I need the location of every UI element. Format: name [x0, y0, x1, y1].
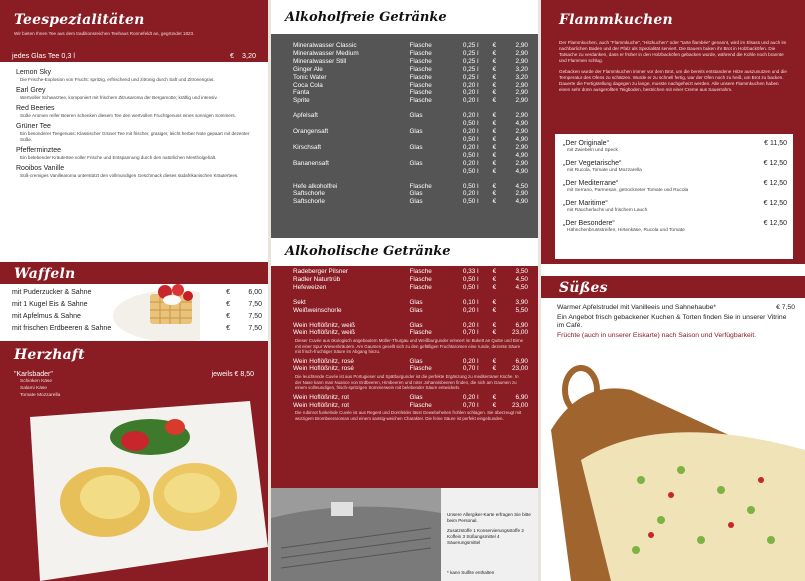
flammkuchen-item	[563, 220, 787, 234]
waffel-price: 7,50	[248, 313, 262, 320]
waffel-item	[12, 287, 262, 299]
flammkuchen-intro-2: Gebacken wurde der Flammkuchen immer vor dem Brot, um die bereits entstandene Hitze auszunutzen und die Temperatur des Ofens zu schätzen. Wurde er zu schnell fertig, war der Ofen noch zu heiß, um Brot zu backen. Dauerte die Fertigstellung dagegen zu lange, musste nachgeheizt werden. Alle unsere Flammkuchen haben einen sehr dünn ausgerollten Teigboden, bestrichen mit einer Creme aus Sauerrahm.	[559, 69, 787, 92]
drink-volume: 0,20 l	[462, 143, 479, 151]
drink-volume: 0,20 l	[462, 97, 479, 105]
nonalcoholic-item	[271, 160, 538, 168]
drink-volume: 0,50 l	[462, 151, 479, 159]
tea-description: Die Frische-Explosion von Frucht: spritzig, erfrischend und zitronig durch Saft und Zitronengras.	[20, 77, 215, 82]
drink-euro: €	[492, 298, 497, 306]
drink-container: Flasche	[409, 268, 432, 275]
drink-container: Glas	[409, 112, 423, 120]
drink-volume: 0,25 l	[462, 57, 479, 65]
drink-container: Glas	[409, 198, 423, 206]
flammkuchen-price: € 11,50	[764, 140, 787, 147]
drink-volume: 0,20 l	[462, 81, 479, 89]
drink-name: Wein Hoflößnitz, rosé	[293, 357, 354, 365]
herzhaft-sub-1: Schinken Käse	[20, 379, 52, 384]
drink-volume: 0,20 l	[462, 89, 479, 97]
drink-euro: €	[492, 401, 497, 409]
flammkuchen-item	[563, 160, 787, 174]
drink-container	[409, 120, 443, 128]
drink-price: 4,50	[515, 275, 528, 283]
drink-euro: €	[492, 135, 497, 143]
tea-item	[16, 146, 258, 161]
drink-name: Apfelsaft	[293, 112, 318, 120]
drink-price: 2,90	[515, 97, 528, 105]
drink-price: 2,90	[515, 81, 528, 89]
tea-description: Wertvoller Schwarztee, komponiert mit frischem Zitrusaroma der Bergamotte; kräftig und intensiv.	[20, 95, 218, 100]
herzhaft-sub-2: Salami Käse	[20, 386, 47, 391]
suesses-name: Warmer Apfelstrudel mit Vanilleeis und Sahnehaube*	[557, 304, 717, 311]
drink-container	[409, 152, 443, 160]
suesses-item	[557, 314, 795, 330]
drink-name: Sprite	[293, 97, 310, 105]
drink-container: Glas	[409, 357, 423, 365]
drink-name: Wein Hoflößnitz, rot	[293, 401, 349, 409]
tea-item	[16, 68, 258, 83]
drink-container: Glas	[409, 393, 423, 401]
drink-volume: 0,20 l	[462, 306, 479, 314]
drink-container: Flasche	[409, 57, 432, 65]
drink-volume: 0,20 l	[462, 159, 479, 167]
drink-volume: 0,50 l	[462, 182, 479, 190]
alcoholic-item	[271, 299, 538, 307]
alcoholic-item	[271, 358, 538, 366]
drink-container: Flasche	[409, 365, 432, 373]
karlsbader-photo	[0, 397, 268, 581]
waffel-name: mit Puderzucker & Sahne	[12, 289, 92, 296]
herzhaft-item-name: "Karlsbader"	[14, 371, 53, 378]
middle-panel	[271, 0, 538, 581]
drink-name: Sekt	[293, 298, 306, 306]
drink-euro: €	[492, 198, 497, 206]
drink-name: Hefe alkoholfrei	[293, 182, 338, 190]
drink-euro: €	[492, 159, 497, 167]
drink-price: 5,50	[515, 306, 528, 314]
suesses-item	[557, 304, 795, 312]
drink-name	[293, 152, 409, 160]
drink-price: 3,50	[515, 268, 528, 275]
flammkuchen-photo	[541, 350, 805, 581]
drink-price: 3,20	[515, 73, 528, 81]
waffel-euro: €	[226, 313, 230, 320]
flammkuchen-intro-1: Der Flammkuchen, auch "Flammkuche", "Hitzkuchen" oder "tarte flambée" genannt, wird im Elsass und auch im nachbarlichen Baden und der Pfalz als Spezialität serviert. Die Bauern buken ihr Brot in Holzbacköfen. Die Tatsache zu verdanken, dass er früher in den Holzbacköfen gebacken wurde, während die Kohle noch brannte und Flammen schlug.	[559, 40, 787, 63]
drink-name: Radeberger Pilsner	[293, 268, 349, 275]
suesses-title: Süßes	[559, 280, 608, 296]
drink-name: Saftschorle	[293, 198, 325, 206]
waffel-item	[12, 299, 262, 311]
alcoholic-item	[271, 329, 538, 337]
drink-name: Saftschorle	[293, 190, 325, 198]
nonalcoholic-item	[271, 74, 538, 82]
flammkuchen-description: mit Serrano, Parmesan, getrockneter Tomate und Rucola	[567, 188, 689, 193]
drink-euro: €	[492, 49, 497, 57]
tea-name: Earl Grey	[16, 87, 46, 94]
allergy-caption: Unsere Allergiker-Karte erfragen Sie bitte beim Personal.	[447, 512, 531, 523]
drink-container: Glas	[409, 190, 423, 198]
wine-description: Dieser Cuvée aus ökologisch angebautem Müller-Thurgau und Weißburgunder erinnert im Bukett an Quitte und Birne mit einer Spur Wiesenkräutern. Am Gaumen gesellt sich zu den gefälligen Fruchtaromen eine runde, dezente Säure mit frisch-fruchtiger Säure im Abgang hinzu.	[295, 338, 524, 355]
alcoholic-list	[271, 268, 538, 424]
tea-list	[0, 68, 268, 182]
flammkuchen-description: mit Rucola, Tomate und Mozzarella	[567, 168, 642, 173]
herzhaft-section	[0, 341, 268, 581]
suesses-price: € 7,50	[776, 304, 795, 311]
drink-price: 23,00	[512, 329, 528, 337]
drink-volume: 0,25 l	[462, 65, 479, 73]
drink-name: Hefeweizen	[293, 283, 327, 291]
drink-price: 6,90	[515, 321, 528, 329]
additives-caption: Zusatzstoffe 1 Konservierungsstoffe 2 Koffein 3 Süßungsmittel 4 Säuerungsmittel	[447, 528, 524, 545]
drink-euro: €	[492, 182, 497, 190]
drink-container: Glas	[409, 306, 423, 314]
drink-price: 4,50	[515, 182, 528, 190]
drink-container: Flasche	[409, 97, 432, 105]
drink-volume: 0,20 l	[462, 128, 479, 136]
drink-price: 4,90	[515, 198, 528, 206]
drink-euro: €	[492, 365, 497, 373]
drink-volume: 0,50 l	[462, 120, 479, 128]
waffeln-list	[12, 287, 262, 335]
suesses-name: Früchte (auch in unserer Eiskarte) nach Saison und Verfügbarkeit.	[557, 332, 757, 339]
alcoholic-item	[271, 276, 538, 284]
flammkuchen-item	[563, 200, 787, 214]
waffel-price: 7,50	[248, 301, 262, 308]
drink-euro: €	[492, 306, 497, 314]
flammkuchen-description: Hähnchenbruststreifen, Hirtenkäse, Rucola und Tomate	[567, 228, 685, 233]
drink-euro: €	[492, 97, 497, 105]
drink-name: Wein Hoflößnitz, weiß	[293, 321, 356, 329]
drink-price: 4,90	[515, 167, 528, 175]
flammkuchen-item	[563, 180, 787, 194]
drink-name	[293, 136, 409, 144]
drink-price: 23,00	[512, 365, 528, 373]
drink-volume: 0,20 l	[462, 321, 479, 329]
drink-volume: 0,20 l	[462, 112, 479, 120]
drink-euro: €	[492, 112, 497, 120]
drink-price: 23,00	[512, 401, 528, 409]
tea-name: Red Beeries	[16, 105, 55, 112]
nonalcoholic-item	[271, 112, 538, 120]
nonalcoholic-item	[271, 168, 538, 176]
drink-volume: 0,20 l	[462, 357, 479, 365]
nonalcoholic-list	[271, 42, 538, 206]
nonalcoholic-title: Alkoholfreie Getränke	[285, 10, 447, 25]
nonalcoholic-item	[271, 198, 538, 206]
drink-container: Flasche	[409, 73, 432, 81]
suesses-section	[541, 276, 805, 342]
tea-description: Süß-cremiges Vanillearoma unterstützt den vollmundigen Geschmack dieses südafrikanischen Kräutertees.	[20, 173, 239, 178]
nonalcoholic-item	[271, 82, 538, 90]
drink-container: Flasche	[409, 401, 432, 409]
flammkuchen-description: mit Zwiebeln und Speck	[567, 148, 618, 153]
drink-container: Flasche	[409, 275, 432, 283]
nonalcoholic-item	[271, 66, 538, 74]
spacer	[271, 105, 538, 112]
drink-euro: €	[492, 329, 497, 337]
wine-description: Die rubinrot funkelnde Cuvée ist aus Regent und Dornfelder lässt Gewebeheiten frohlen schlagen. Sie überzeugt mit würzigem Brombeeraroman und einem samtig-weichen Charakter. Die feine Säure ist perfekt eingebunden.	[295, 410, 522, 421]
waffel-euro: €	[226, 325, 230, 332]
drink-price: 4,90	[515, 120, 528, 128]
right-panel	[541, 0, 805, 581]
alcoholic-item	[271, 284, 538, 292]
tea-description: Ein belebender Kräutertee voller Frische und Entspannung durch den natürlichen Mentholgehalt.	[20, 155, 217, 160]
drink-name: Coca Cola	[293, 81, 323, 89]
flammkuchen-item	[563, 140, 787, 154]
tea-glass-label: jedes Glas Tee 0,3 l	[12, 50, 75, 60]
nonalcoholic-item	[271, 50, 538, 58]
drink-euro: €	[492, 65, 497, 73]
nonalcoholic-item	[271, 144, 538, 152]
nonalcoholic-item	[271, 128, 538, 136]
drink-price: 3,90	[515, 298, 528, 306]
drink-price: 4,90	[515, 135, 528, 143]
drink-container: Flasche	[409, 49, 432, 57]
left-panel	[0, 0, 268, 581]
waffel-item	[12, 323, 262, 335]
drink-price: 2,90	[515, 42, 528, 49]
drink-euro: €	[492, 275, 497, 283]
drink-volume: 0,10 l	[462, 298, 479, 306]
waffel-euro: €	[226, 289, 230, 296]
drink-price: 2,90	[515, 159, 528, 167]
alcoholic-item	[271, 402, 538, 410]
drink-price: 2,90	[515, 89, 528, 97]
sulfite-note: * kann Sulfite enthalten	[447, 570, 495, 575]
herzhaft-items	[14, 371, 254, 399]
tea-description: Ein besonderer Teegenuss: Klassischer Grüner Tee mit frischer, grasiger, leicht herber Note gepaart mit dezenter Süße.	[20, 131, 250, 142]
drink-volume: 0,50 l	[462, 135, 479, 143]
flammkuchen-section	[541, 0, 805, 264]
drink-volume: 0,70 l	[462, 401, 479, 409]
drink-volume: 0,50 l	[462, 167, 479, 175]
drink-euro: €	[492, 393, 497, 401]
wine-description: Die leuchtende Cuvée ist aus Portugieser und Spätburgunder ist die perfekte Ergänzung zu mediterraner Küche. In der Nase kann man Nuance von Erdbeeren, Himbeeren und roter Johannisbeeren finden, die sich am Gaumen zu einem vollmundigen, frisch-spritzigen Sommerwein mit belebender Säure entwickeln.	[295, 374, 519, 391]
drink-volume: 0,20 l	[462, 393, 479, 401]
flammkuchen-title: Flammkuchen	[559, 12, 673, 28]
tea-glass-price: 3,20	[242, 50, 256, 60]
suesses-list	[541, 298, 805, 340]
drink-name: Tonic Water	[293, 73, 327, 81]
flammkuchen-price: € 12,50	[763, 220, 787, 227]
drink-price: 2,90	[515, 57, 528, 65]
nonalcoholic-item	[271, 42, 538, 50]
drink-euro: €	[492, 42, 497, 49]
waffel-price: 6,00	[248, 289, 262, 296]
drink-name: Wein Hoflößnitz, rot	[293, 393, 349, 401]
tea-name: Lemon Sky	[16, 69, 52, 76]
drink-container: Glas	[409, 298, 423, 306]
nonalcoholic-section	[271, 0, 538, 238]
drink-container: Flasche	[409, 182, 432, 190]
tea-item	[16, 122, 258, 143]
nonalcoholic-item	[271, 183, 538, 191]
drink-volume: 0,33 l	[462, 268, 479, 275]
tea-subtitle: Wir bieten Ihnen Tee aus dem traditionsreichen Teehaus Ronnefeldt an, gegründet 1823.	[14, 31, 195, 36]
suesses-name: Ein Angebot frisch gebackener Kuchen & Torten finden Sie in unserer Vitrine im Café.	[557, 314, 787, 329]
spacer	[271, 176, 538, 183]
drink-container	[409, 168, 443, 176]
nonalcoholic-item	[271, 89, 538, 97]
drink-container: Glas	[409, 143, 423, 151]
tea-glass-price-row	[0, 48, 268, 62]
drink-euro: €	[492, 151, 497, 159]
drink-name: Bananensaft	[293, 159, 329, 167]
drink-name: Ginger Ale	[293, 65, 323, 73]
drink-name: Orangensaft	[293, 128, 329, 136]
spacer	[271, 292, 538, 299]
herzhaft-sub-3: Tomate Mozzarella	[20, 393, 61, 398]
herzhaft-title: Herzhaft	[14, 347, 85, 363]
drink-name: Kirschsaft	[293, 143, 322, 151]
waffel-name: mit 1 Kugel Eis & Sahne	[12, 301, 88, 308]
drink-price: 2,90	[515, 112, 528, 120]
nonalcoholic-item	[271, 136, 538, 144]
drink-volume: 0,50 l	[462, 275, 479, 283]
drink-container: Glas	[409, 321, 423, 329]
drink-euro: €	[492, 128, 497, 136]
drink-price: 2,90	[515, 128, 528, 136]
drink-name: Wein Hoflößnitz, rosé	[293, 365, 354, 373]
drink-name: Weißweinschorle	[293, 306, 342, 314]
drink-euro: €	[492, 89, 497, 97]
tea-name: Rooibos Vanille	[16, 165, 65, 172]
spacer	[271, 315, 538, 322]
tea-item	[16, 86, 258, 101]
drink-container: Flasche	[409, 65, 432, 73]
drink-euro: €	[492, 120, 497, 128]
alcoholic-item	[271, 394, 538, 402]
drink-euro: €	[492, 81, 497, 89]
waffel-euro: €	[226, 301, 230, 308]
tea-glass-euro: €	[230, 50, 234, 60]
drink-name	[293, 168, 409, 176]
drink-euro: €	[492, 143, 497, 151]
herzhaft-item-price: jeweils € 8,50	[211, 371, 254, 378]
flammkuchen-name: „Der Vegetarische“	[563, 160, 622, 167]
drink-price: 6,90	[515, 393, 528, 401]
flammkuchen-description: mit Räucherlachs und frischem Lauch	[567, 208, 648, 213]
flammkuchen-name: „Der Originale“	[563, 140, 609, 147]
nonalcoholic-item	[271, 120, 538, 128]
alcoholic-item	[271, 365, 538, 373]
drink-name: Mineralwasser Classic	[293, 42, 357, 49]
drink-container: Flasche	[409, 81, 432, 89]
drink-volume: 0,25 l	[462, 49, 479, 57]
nonalcoholic-item	[271, 190, 538, 198]
nonalcoholic-item	[271, 152, 538, 160]
drink-price: 4,50	[515, 283, 528, 291]
drink-euro: €	[492, 57, 497, 65]
drink-price: 2,90	[515, 49, 528, 57]
tea-title: Teespezialitäten	[14, 12, 145, 28]
drink-volume: 0,20 l	[462, 190, 479, 198]
flammkuchen-name: „Der Mediterrane“	[563, 180, 619, 187]
alcoholic-item	[271, 268, 538, 276]
waffel-price: 7,50	[248, 325, 262, 332]
drink-container: Flasche	[409, 89, 432, 97]
drink-name: Wein Hoflößnitz, weiß	[293, 329, 356, 337]
drink-price: 3,20	[515, 65, 528, 73]
waffel-item	[12, 311, 262, 323]
flammkuchen-name: „Der Maritime“	[563, 200, 608, 207]
drink-volume: 0,25 l	[462, 42, 479, 49]
waffel-name: mit Apfelmus & Sahne	[12, 313, 81, 320]
waffel-name: mit frischen Erdbeeren & Sahne	[12, 325, 112, 332]
tea-name: Pfefferminztee	[16, 147, 62, 154]
drink-euro: €	[492, 321, 497, 329]
drink-euro: €	[492, 167, 497, 175]
drink-volume: 0,70 l	[462, 329, 479, 337]
drink-volume: 0,70 l	[462, 365, 479, 373]
drink-container: Glas	[409, 128, 423, 136]
nonalcoholic-item	[271, 58, 538, 66]
drink-volume: 0,25 l	[462, 73, 479, 81]
flammkuchen-name: „Der Besondere“	[563, 220, 615, 227]
alcoholic-item	[271, 307, 538, 315]
drink-euro: €	[492, 283, 497, 291]
drink-name: Fanta	[293, 89, 310, 97]
drink-container: Flasche	[409, 283, 432, 291]
tea-item	[16, 104, 258, 119]
alcoholic-section	[271, 238, 538, 488]
drink-volume: 0,50 l	[462, 283, 479, 291]
alcoholic-item	[271, 322, 538, 330]
drink-euro: €	[492, 73, 497, 81]
drink-container: Flasche	[409, 42, 432, 49]
nonalcoholic-item	[271, 97, 538, 105]
drink-name	[293, 120, 409, 128]
waffeln-title: Waffeln	[14, 266, 76, 282]
tea-description: Süße Aromen reifer Beeren schenken diesem Tee den wertvollen Fruchtgenuss eines sonnigen Sommers.	[20, 113, 236, 118]
drink-price: 4,90	[515, 151, 528, 159]
drink-container	[409, 136, 443, 144]
flammkuchen-list	[555, 134, 793, 259]
drink-price: 6,90	[515, 357, 528, 365]
drink-name: Radler Naturtrüb	[293, 275, 341, 283]
flammkuchen-price: € 12,50	[763, 160, 787, 167]
tea-name: Grüner Tee	[16, 123, 51, 130]
drink-euro: €	[492, 268, 497, 275]
drink-euro: €	[492, 190, 497, 198]
drink-volume: 0,50 l	[462, 198, 479, 206]
drink-price: 2,90	[515, 190, 528, 198]
drink-container: Flasche	[409, 329, 432, 337]
drink-name: Mineralwasser Medium	[293, 49, 359, 57]
drink-container: Glas	[409, 159, 423, 167]
flammkuchen-price: € 12,50	[763, 200, 787, 207]
tea-item	[16, 164, 258, 179]
drink-euro: €	[492, 357, 497, 365]
drink-name: Mineralwasser Still	[293, 57, 347, 65]
drink-price: 2,90	[515, 143, 528, 151]
vineyard-photo	[271, 488, 538, 581]
flammkuchen-price: € 12,50	[763, 180, 787, 187]
alcoholic-title: Alkoholische Getränke	[285, 244, 451, 259]
suesses-item	[557, 332, 795, 340]
